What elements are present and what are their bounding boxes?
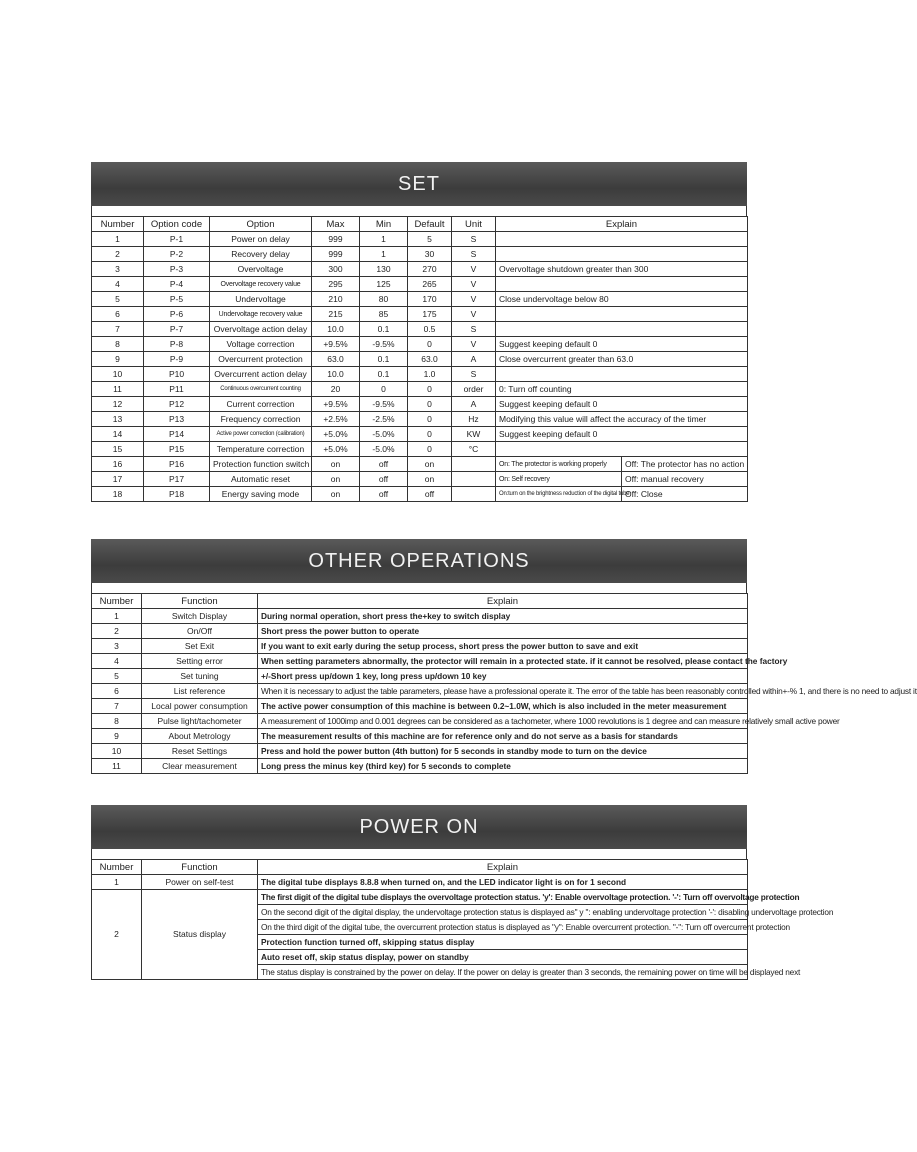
row-explain: Overvoltage shutdown greater than 300 (496, 262, 748, 277)
row-unit (452, 472, 496, 487)
header-unit: Unit (452, 217, 496, 232)
row-min: 0.1 (360, 352, 408, 367)
row-unit: V (452, 262, 496, 277)
row-default: 265 (408, 277, 452, 292)
table-row (92, 457, 748, 472)
row-max: 20 (312, 382, 360, 397)
header-min: Min (360, 217, 408, 232)
row-number: 15 (92, 442, 144, 457)
row-max: +5.0% (312, 442, 360, 457)
table-row (92, 292, 748, 307)
row-option-code: P-4 (144, 277, 210, 292)
row-function: On/Off (142, 624, 258, 639)
row-min: off (360, 472, 408, 487)
table-row (92, 890, 748, 905)
row-explain: Long press the minus key (third key) for 5 seconds to complete (258, 759, 748, 774)
row-explain: Press and hold the power button (4th button) for 5 seconds in standby mode to turn on the device (258, 744, 748, 759)
row-default: 270 (408, 262, 452, 277)
row-option: Automatic reset (210, 472, 312, 487)
header-max: Max (312, 217, 360, 232)
row-number: 13 (92, 412, 144, 427)
row-number: 1 (92, 232, 144, 247)
row-explain (496, 442, 748, 457)
row-min: 0.1 (360, 322, 408, 337)
row-min: 85 (360, 307, 408, 322)
row-max: 63.0 (312, 352, 360, 367)
row-explain-on: On: Self recovery (496, 472, 622, 487)
row-number: 1 (92, 609, 142, 624)
table-row (92, 639, 748, 654)
table-row (92, 699, 748, 714)
row-option-code: P14 (144, 427, 210, 442)
row-default: 0 (408, 412, 452, 427)
row-min: 125 (360, 277, 408, 292)
row-unit: S (452, 247, 496, 262)
row-option: Overvoltage recovery value (210, 277, 312, 292)
table-row (92, 684, 748, 699)
table-row (92, 352, 748, 367)
table-row (92, 382, 748, 397)
row-unit: Hz (452, 412, 496, 427)
row-explain: Close undervoltage below 80 (496, 292, 748, 307)
row-number: 9 (92, 729, 142, 744)
row-min: 1 (360, 232, 408, 247)
row-min: -2.5% (360, 412, 408, 427)
row-default: on (408, 457, 452, 472)
row-min: off (360, 487, 408, 502)
row-option-code: P15 (144, 442, 210, 457)
row-default: 0 (408, 337, 452, 352)
row-function: Set tuning (142, 669, 258, 684)
row-option-code: P-1 (144, 232, 210, 247)
row-explain-off: Off: The protector has no action (622, 457, 748, 472)
status-line: On the third digit of the digital tube, the overcurrent protection status is displayed as "y": Enable overcurrent protection. "-": Turn off overcurrent protection (258, 920, 748, 935)
row-default: 0 (408, 397, 452, 412)
row-option: Energy saving mode (210, 487, 312, 502)
row-unit: V (452, 337, 496, 352)
table-row (92, 442, 748, 457)
table-row (92, 624, 748, 639)
row-explain-off: Off: manual recovery (622, 472, 748, 487)
row-max: +9.5% (312, 397, 360, 412)
row-option-code: P17 (144, 472, 210, 487)
row-explain (496, 367, 748, 382)
set-table (91, 216, 748, 502)
row-number: 16 (92, 457, 144, 472)
table-row (92, 654, 748, 669)
row-min: 0 (360, 382, 408, 397)
row-unit: V (452, 277, 496, 292)
other-header-row (92, 594, 748, 609)
table-row (92, 472, 748, 487)
row-max: 210 (312, 292, 360, 307)
row-explain (496, 247, 748, 262)
header-number: Number (92, 860, 142, 875)
row-max: 300 (312, 262, 360, 277)
row-explain: Modifying this value will affect the accuracy of the timer (496, 412, 748, 427)
row-function: Clear measurement (142, 759, 258, 774)
row-unit: S (452, 322, 496, 337)
row-min: off (360, 457, 408, 472)
row-function: Switch Display (142, 609, 258, 624)
row-max: 10.0 (312, 367, 360, 382)
row-unit: A (452, 397, 496, 412)
header-default: Default (408, 217, 452, 232)
table-row (92, 412, 748, 427)
table-row (92, 759, 748, 774)
row-function: About Metrology (142, 729, 258, 744)
other-operations-section (91, 539, 917, 774)
row-default: 0 (408, 442, 452, 457)
table-row (92, 232, 748, 247)
row-default: 0 (408, 427, 452, 442)
row-explain: When it is necessary to adjust the table parameters, please have a professional operate it. The error of the table has been reasonably controlled within+-% 1, and there is no need to adjust it (258, 684, 748, 699)
row-max: 999 (312, 232, 360, 247)
table-row (92, 487, 748, 502)
row-explain (496, 322, 748, 337)
power-header-row (92, 860, 748, 875)
table-row (92, 277, 748, 292)
row-min: 0.1 (360, 367, 408, 382)
row-option: Continuous overcurrent counting (210, 382, 312, 397)
row-default: 5 (408, 232, 452, 247)
row-function: Setting error (142, 654, 258, 669)
row-min: -9.5% (360, 337, 408, 352)
row-explain: Suggest keeping default 0 (496, 337, 748, 352)
table-row (92, 427, 748, 442)
row-option: Undervoltage recovery value (210, 307, 312, 322)
power-on-section (91, 805, 834, 980)
row-number: 18 (92, 487, 144, 502)
row-max: 999 (312, 247, 360, 262)
row-default: 0.5 (408, 322, 452, 337)
row-number: 10 (92, 367, 144, 382)
row-default: 170 (408, 292, 452, 307)
row-explain: The active power consumption of this machine is between 0.2~1.0W, which is also included in the meter measurement (258, 699, 748, 714)
table-row (92, 609, 748, 624)
row-option-code: P-6 (144, 307, 210, 322)
row-unit: S (452, 232, 496, 247)
other-operations-banner: OTHER OPERATIONS (91, 539, 747, 583)
row-option: Undervoltage (210, 292, 312, 307)
row-default: 175 (408, 307, 452, 322)
row-number: 11 (92, 759, 142, 774)
row-number: 2 (92, 624, 142, 639)
row-explain: Short press the power button to operate (258, 624, 748, 639)
row-number: 17 (92, 472, 144, 487)
row-max: 10.0 (312, 322, 360, 337)
row-option: Voltage correction (210, 337, 312, 352)
row-number: 3 (92, 262, 144, 277)
table-row (92, 367, 748, 382)
set-banner: SET (91, 162, 747, 206)
set-header-row (92, 217, 748, 232)
row-default: 0 (408, 382, 452, 397)
row-option: Active power correction (calibration) (210, 427, 312, 442)
row-number: 7 (92, 322, 144, 337)
table-row (92, 337, 748, 352)
row-explain-off: Off: Close (622, 487, 748, 502)
row-explain-on: On:turn on the brightness reduction of the digital tube (496, 487, 622, 502)
header-number: Number (92, 217, 144, 232)
row-explain: Close overcurrent greater than 63.0 (496, 352, 748, 367)
other-operations-table (91, 593, 917, 774)
header-explain: Explain (496, 217, 748, 232)
row-number: 11 (92, 382, 144, 397)
header-explain: Explain (258, 594, 748, 609)
row-max: 295 (312, 277, 360, 292)
row-number: 2 (92, 247, 144, 262)
row-option-code: P-2 (144, 247, 210, 262)
row-option: Current correction (210, 397, 312, 412)
row-unit: S (452, 367, 496, 382)
row-explain: The measurement results of this machine are for reference only and do not serve as a basis for standards (258, 729, 748, 744)
row-explain: Suggest keeping default 0 (496, 397, 748, 412)
set-section (91, 162, 747, 502)
row-function: Reset Settings (142, 744, 258, 759)
row-number: 10 (92, 744, 142, 759)
row-default: off (408, 487, 452, 502)
row-function: Pulse light/tachometer (142, 714, 258, 729)
row-max: +5.0% (312, 427, 360, 442)
row-max: +9.5% (312, 337, 360, 352)
row-option: Frequency correction (210, 412, 312, 427)
row-option: Temperature correction (210, 442, 312, 457)
header-option: Option (210, 217, 312, 232)
row-min: -9.5% (360, 397, 408, 412)
row-option-code: P10 (144, 367, 210, 382)
row-function: Status display (142, 890, 258, 980)
header-function: Function (142, 860, 258, 875)
status-line: The status display is constrained by the power on delay. If the power on delay is greater than 3 seconds, the remaining power on time will be displayed next (258, 965, 748, 980)
table-row (92, 397, 748, 412)
row-option: Overvoltage action delay (210, 322, 312, 337)
status-line: Auto reset off, skip status display, power on standby (258, 950, 748, 965)
row-min: -5.0% (360, 427, 408, 442)
row-option: Recovery delay (210, 247, 312, 262)
row-option-code: P13 (144, 412, 210, 427)
row-option: Overcurrent protection (210, 352, 312, 367)
row-option-code: P-7 (144, 322, 210, 337)
row-number: 4 (92, 654, 142, 669)
header-function: Function (142, 594, 258, 609)
row-number: 5 (92, 669, 142, 684)
row-explain-on: On: The protector is working properly (496, 457, 622, 472)
row-explain: During normal operation, short press the+key to switch display (258, 609, 748, 624)
row-explain: A measurement of 1000imp and 0.001 degrees can be considered as a tachometer, where 1000 revolutions is 1 degree and can measure relatively small active power (258, 714, 748, 729)
table-row (92, 729, 748, 744)
row-unit: V (452, 292, 496, 307)
row-option-code: P11 (144, 382, 210, 397)
row-option-code: P16 (144, 457, 210, 472)
row-explain: The digital tube displays 8.8.8 when turned on, and the LED indicator light is on for 1 second (258, 875, 748, 890)
row-max: 215 (312, 307, 360, 322)
row-option-code: P18 (144, 487, 210, 502)
row-option-code: P-9 (144, 352, 210, 367)
table-row (92, 714, 748, 729)
row-explain (496, 277, 748, 292)
row-number: 6 (92, 307, 144, 322)
row-unit (452, 487, 496, 502)
row-option-code: P12 (144, 397, 210, 412)
row-min: -5.0% (360, 442, 408, 457)
status-line: Protection function turned off, skipping status display (258, 935, 748, 950)
header-option-code: Option code (144, 217, 210, 232)
table-row (92, 322, 748, 337)
status-line: On the second digit of the digital display, the undervoltage protection status is displayed as" y ": enabling undervoltage protection '-': disabling undervoltage protection (258, 905, 748, 920)
status-line: The first digit of the digital tube displays the overvoltage protection status. 'y': Enable overvoltage protection. '-': Turn off overvoltage protection (258, 890, 748, 905)
row-number: 9 (92, 352, 144, 367)
row-option: Overvoltage (210, 262, 312, 277)
row-unit: °C (452, 442, 496, 457)
row-number: 1 (92, 875, 142, 890)
row-min: 1 (360, 247, 408, 262)
header-explain: Explain (258, 860, 748, 875)
row-max: on (312, 472, 360, 487)
row-option-code: P-8 (144, 337, 210, 352)
row-max: +2.5% (312, 412, 360, 427)
table-row (92, 247, 748, 262)
row-default: on (408, 472, 452, 487)
row-min: 130 (360, 262, 408, 277)
row-default: 30 (408, 247, 452, 262)
row-option-code: P-5 (144, 292, 210, 307)
table-row (92, 669, 748, 684)
table-row (92, 744, 748, 759)
row-number: 6 (92, 684, 142, 699)
row-number: 8 (92, 714, 142, 729)
row-option: Overcurrent action delay (210, 367, 312, 382)
row-explain (496, 307, 748, 322)
row-function: Local power consumption (142, 699, 258, 714)
row-max: on (312, 487, 360, 502)
row-unit: A (452, 352, 496, 367)
row-unit: V (452, 307, 496, 322)
row-function: Power on self-test (142, 875, 258, 890)
table-row (92, 262, 748, 277)
row-number: 3 (92, 639, 142, 654)
row-explain: When setting parameters abnormally, the protector will remain in a protected state. if it cannot be resolved, please contact the factory (258, 654, 748, 669)
header-number: Number (92, 594, 142, 609)
power-on-banner: POWER ON (91, 805, 747, 849)
row-option: Protection function switch (210, 457, 312, 472)
row-explain: 0: Turn off counting (496, 382, 748, 397)
row-number: 8 (92, 337, 144, 352)
row-default: 1.0 (408, 367, 452, 382)
row-function: List reference (142, 684, 258, 699)
row-option-code: P-3 (144, 262, 210, 277)
row-number: 5 (92, 292, 144, 307)
table-row (92, 307, 748, 322)
row-number: 7 (92, 699, 142, 714)
row-number: 14 (92, 427, 144, 442)
row-number: 4 (92, 277, 144, 292)
row-function: Set Exit (142, 639, 258, 654)
row-number: 2 (92, 890, 142, 980)
power-on-table (91, 859, 834, 980)
row-explain: +/-Short press up/down 1 key, long press up/down 10 key (258, 669, 748, 684)
row-unit (452, 457, 496, 472)
row-number: 12 (92, 397, 144, 412)
row-max: on (312, 457, 360, 472)
row-unit: KW (452, 427, 496, 442)
row-option: Power on delay (210, 232, 312, 247)
row-explain (496, 232, 748, 247)
row-explain: Suggest keeping default 0 (496, 427, 748, 442)
row-unit: order (452, 382, 496, 397)
table-row (92, 875, 748, 890)
row-default: 63.0 (408, 352, 452, 367)
row-explain: If you want to exit early during the setup process, short press the power button to save and exit (258, 639, 748, 654)
row-min: 80 (360, 292, 408, 307)
